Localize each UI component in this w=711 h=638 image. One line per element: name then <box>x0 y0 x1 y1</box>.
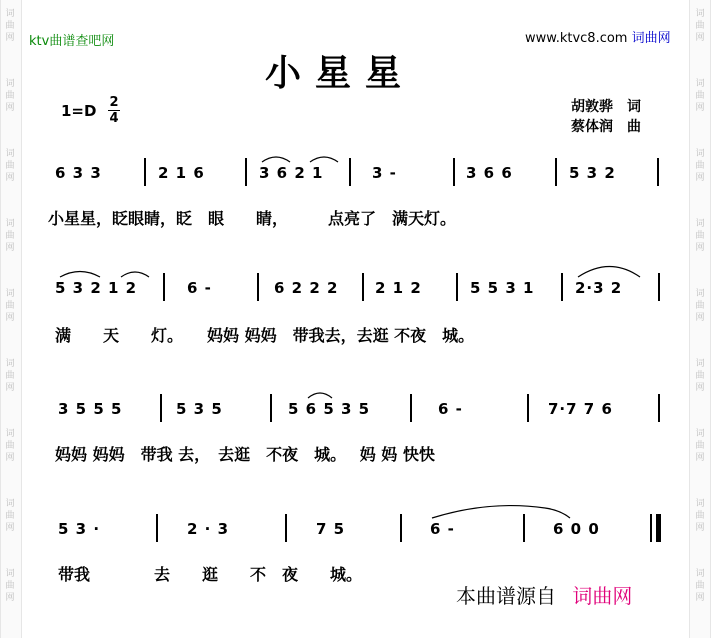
measure: 7 5 <box>316 520 346 538</box>
barline <box>245 158 247 186</box>
lyric-line: 满 天 灯。 妈妈 妈妈 带我去，去逛 不夜 城。 <box>55 326 475 345</box>
slur <box>578 267 640 278</box>
watermark-text: 词曲网 <box>695 569 705 603</box>
watermark-text: 词曲网 <box>695 219 705 253</box>
watermark-text: 词曲网 <box>5 569 15 603</box>
watermark-text: 词曲网 <box>695 359 705 393</box>
measure: 6 0 0 <box>553 520 600 538</box>
barline <box>257 273 259 301</box>
tie <box>432 506 570 518</box>
site-url: www.ktvc8.com <box>525 31 628 46</box>
measure: 5 6 5 3 5 <box>288 400 371 418</box>
time-denominator: 4 <box>109 111 119 126</box>
time-signature <box>107 96 121 125</box>
watermark-text: 词曲网 <box>5 359 15 393</box>
measure: 2·3 2 <box>575 279 623 297</box>
watermark-text: 词曲网 <box>5 79 15 113</box>
measure: 2 1 2 <box>375 279 422 297</box>
watermark-text: 词曲网 <box>695 289 705 323</box>
barline <box>285 514 287 542</box>
barline <box>453 158 455 186</box>
barline <box>410 394 412 422</box>
measure: 6 3 3 <box>55 164 102 182</box>
watermark-text: 词曲网 <box>695 9 705 43</box>
watermark-text: 词曲网 <box>5 9 15 43</box>
barline <box>349 158 351 186</box>
watermark-text: 词曲网 <box>695 79 705 113</box>
measure: 2 · 3 <box>187 520 230 538</box>
measure: 3 - <box>372 164 397 182</box>
measure: 5 5 3 1 <box>470 279 535 297</box>
lyric-line: 带我 去 逛 不 夜 城。 <box>58 565 363 584</box>
measure: 5 3 · <box>58 520 101 538</box>
watermark-text: 词曲网 <box>695 499 705 533</box>
composer-credit: 蔡体润 曲 <box>571 119 641 135</box>
slur <box>60 272 100 278</box>
barline <box>657 158 659 186</box>
barline <box>658 273 660 301</box>
barline <box>156 514 158 542</box>
site-name: 词曲网 <box>631 31 671 46</box>
barline <box>163 273 165 301</box>
measure: 5 3 2 1 2 <box>55 279 138 297</box>
site-logo-left[interactable]: ktv曲谱查吧网 <box>29 34 115 49</box>
measure: 5 3 5 <box>176 400 223 418</box>
barline <box>523 514 525 542</box>
watermark-text: 词曲网 <box>5 219 15 253</box>
final-barline <box>650 514 661 542</box>
measure: 7·7 7 6 <box>548 400 613 418</box>
measure: 5 3 2 <box>569 164 616 182</box>
measure: 3 6 6 <box>466 164 513 182</box>
measure: 6 - <box>187 279 212 297</box>
barline <box>527 394 529 422</box>
key-signature: 1=D <box>61 102 97 120</box>
barline <box>362 273 364 301</box>
time-numerator: 2 <box>109 95 119 110</box>
watermark-text: 词曲网 <box>695 149 705 183</box>
slur <box>121 272 149 277</box>
barline <box>144 158 146 186</box>
barline <box>658 394 660 422</box>
source-site-link[interactable]: 词曲网 <box>572 584 633 608</box>
barline <box>400 514 402 542</box>
watermark-text: 词曲网 <box>5 499 15 533</box>
slur <box>262 157 290 162</box>
barline <box>270 394 272 422</box>
watermark-text: 词曲网 <box>695 429 705 463</box>
source-footer <box>456 580 632 609</box>
barline <box>561 273 563 301</box>
watermark-text: 词曲网 <box>5 429 15 463</box>
site-logo-right[interactable] <box>525 27 671 46</box>
lyric-line: 小星星，眨眼睛，眨 眼 睛， 点亮了 满天灯。 <box>48 209 457 228</box>
slur <box>308 393 332 398</box>
measure: 6 2 2 2 <box>274 279 339 297</box>
song-title: 小星星 <box>265 53 416 94</box>
slur <box>310 157 338 162</box>
lyric-line: 妈妈 妈妈 带我 去， 去逛 不夜 城。 妈 妈 快快 <box>55 445 435 464</box>
measure: 6 - <box>430 520 455 538</box>
measure: 6 - <box>438 400 463 418</box>
measure: 2 1 6 <box>158 164 205 182</box>
barline <box>456 273 458 301</box>
barline <box>555 158 557 186</box>
watermark-text: 词曲网 <box>5 289 15 323</box>
barline <box>160 394 162 422</box>
watermark-text: 词曲网 <box>5 149 15 183</box>
source-label: 本曲谱源自 <box>456 584 556 608</box>
measure: 3 5 5 5 <box>58 400 123 418</box>
lyricist-credit: 胡敦骅 词 <box>571 99 641 115</box>
measure: 3 6 2 1 <box>259 164 324 182</box>
